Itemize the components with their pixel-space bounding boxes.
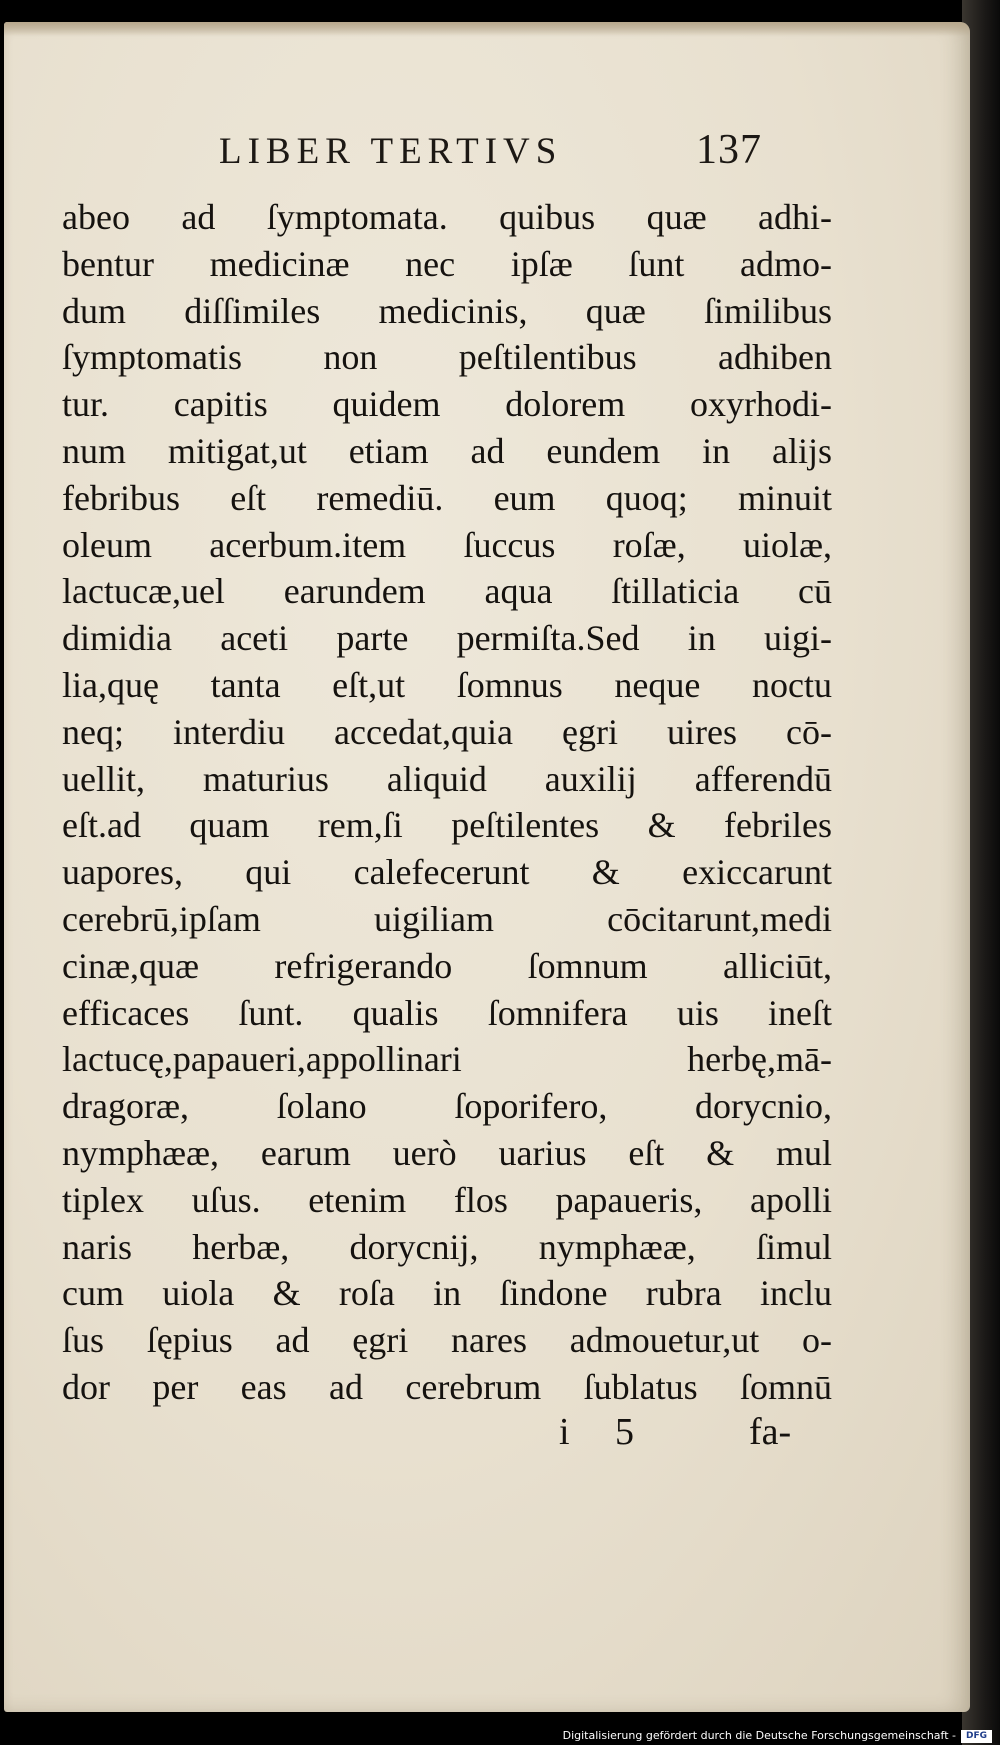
text-line: ſus ſępius ad ęgri nares admouetur,ut o-	[62, 1320, 832, 1361]
catchword: fa-	[749, 1411, 792, 1453]
text-line: tiplex uſus. etenim flos papaueris, apolli	[62, 1179, 832, 1220]
text-line: lactucæ,uel earundem aqua ſtillaticia cū	[62, 571, 832, 612]
text-line: eſt.ad quam rem,ſi peſtilentes & febriles	[62, 805, 832, 846]
book-page	[4, 22, 970, 1712]
text-line: cinæ,quæ refrigerando ſomnum alliciūt,	[62, 945, 832, 986]
text-line: ſymptomatis non peſtilentibus adhiben	[62, 337, 832, 378]
text-line: abeo ad ſymptomata. quibus quæ adhi-	[62, 197, 832, 237]
running-head	[4, 127, 970, 190]
text-line: lia,quę tanta eſt,ut ſomnus neque noctu	[62, 664, 832, 705]
text-line: uapores, qui calefecerunt & exiccarunt	[62, 852, 832, 893]
text-line: dragoræ, ſolano ſoporifero, dorycnio,	[62, 1086, 832, 1127]
text-line: cerebrū,ipſam uigiliam cōcitarunt,medi	[62, 898, 832, 939]
text-line: tur. capitis quidem dolorem oxyrhodi-	[62, 384, 832, 425]
page-footer	[4, 1410, 970, 1470]
text-line: cum uiola & roſa in ſindone rubra inclu	[62, 1273, 832, 1314]
text-line: naris herbæ, dorycnij, nymphææ, ſimul	[62, 1226, 832, 1267]
credit-text: Digitalisierung gefördert durch die Deutsche Forschungsgemeinschaft -	[562, 1729, 956, 1742]
page-top-edge	[4, 22, 970, 36]
text-line: dum diſſimiles medicinis, quæ ſimilibus	[62, 290, 832, 331]
running-head-title: LIBER TERTIVS	[219, 131, 563, 172]
text-line: nymphææ, earum uerò uarius eſt & mul	[62, 1132, 832, 1173]
page-number: 137	[696, 127, 762, 173]
text-line: efficaces ſunt. qualis ſomnifera uis ineſt	[62, 992, 832, 1033]
text-line: febribus eſt remediū. eum quoq; minuit	[62, 477, 832, 518]
text-line: lactucę,papaueri,appollinari herbę,mā-	[62, 1039, 832, 1080]
digitization-credit	[560, 1728, 1000, 1745]
text-block	[62, 194, 832, 1411]
dfg-logo-icon: DFG	[961, 1730, 992, 1743]
text-line: uellit, maturius aliquid auxilij afferendū	[62, 758, 832, 799]
text-line: dimidia aceti parte permiſta.Sed in uigi-	[62, 618, 832, 659]
text-line: bentur medicinæ nec ipſæ ſunt admo-	[62, 243, 832, 284]
text-line: oleum acerbum.item ſuccus roſæ, uiolæ,	[62, 524, 832, 565]
signature-mark: i 5	[559, 1411, 653, 1453]
text-line: dor per eas ad cerebrum ſublatus ſomnū	[62, 1366, 832, 1407]
text-line: neq; interdiu accedat,quia ęgri uires cō-	[62, 711, 832, 752]
text-line: num mitigat,ut etiam ad eundem in aliјs	[62, 430, 832, 471]
